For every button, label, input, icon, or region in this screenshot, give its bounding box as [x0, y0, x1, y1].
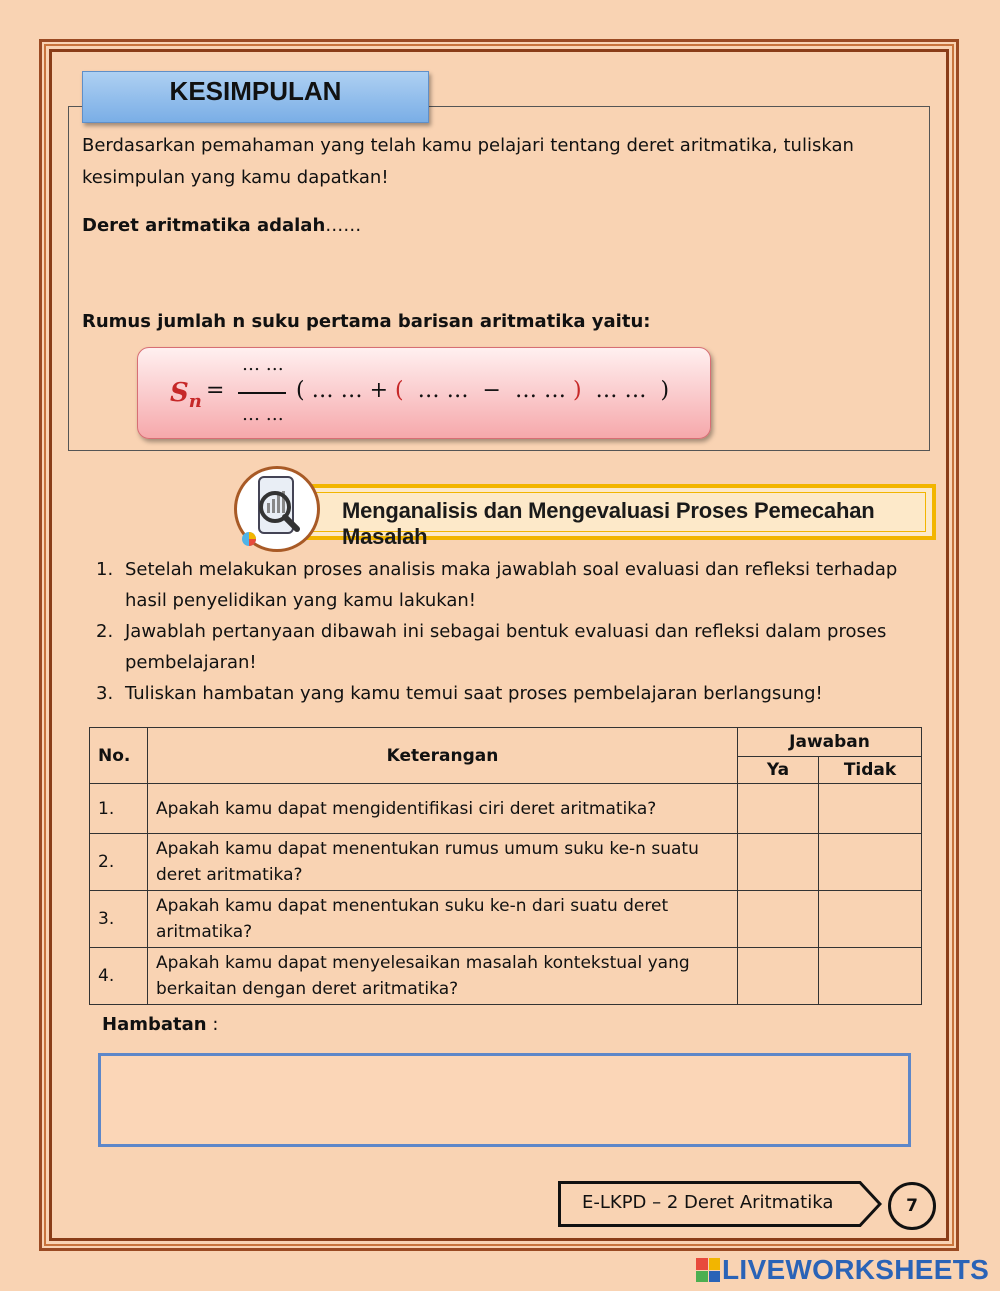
- list-item-number: 1.: [96, 559, 114, 580]
- answer-ya-cell[interactable]: [738, 834, 819, 891]
- formula-open[interactable]: ( … … +: [296, 378, 395, 403]
- formula-prompt: Rumus jumlah n suku pertama barisan aritmatika yaitu:: [82, 311, 651, 332]
- answer-tidak-cell[interactable]: [819, 834, 922, 891]
- page-number: 7: [888, 1182, 936, 1230]
- magnifier-icon: [234, 466, 320, 552]
- conclusion-instruction: Berdasarkan pemahaman yang telah kamu pelajari tentang deret aritmatika, tuliskan kesimpulan yang kamu dapatkan!: [82, 135, 854, 188]
- watermark-text: LIVEWORKSHEETS: [722, 1254, 990, 1285]
- row-question: Apakah kamu dapat menentukan suku ke-n dari suatu deret aritmatika?: [148, 891, 738, 948]
- evaluation-table: [89, 727, 922, 1005]
- answer-tidak-cell[interactable]: [819, 784, 922, 834]
- section-header-title: KESIMPULAN: [169, 76, 342, 106]
- answer-tidak-cell[interactable]: [819, 891, 922, 948]
- answer-ya-cell[interactable]: [738, 784, 819, 834]
- hambatan-answer-box[interactable]: [98, 1053, 911, 1147]
- answer-ya-cell[interactable]: [738, 948, 819, 1005]
- table-row: [90, 891, 922, 948]
- list-item-number: 2.: [96, 621, 114, 642]
- analysis-banner: [300, 484, 936, 549]
- table-row: [90, 948, 922, 1005]
- list-item: [96, 554, 906, 616]
- formula-red-close-paren: ): [572, 378, 582, 403]
- row-number: 4.: [90, 948, 148, 1005]
- formula-numerator-blank[interactable]: … …: [242, 354, 284, 375]
- row-question: Apakah kamu dapat menentukan rumus umum suku ke-n suatu deret aritmatika?: [148, 834, 738, 891]
- fraction-bar: [238, 392, 286, 394]
- answer-tidak-cell[interactable]: [819, 948, 922, 1005]
- list-item-text: Tuliskan hambatan yang kamu temui saat proses pembelajaran berlangsung!: [125, 683, 823, 704]
- footer-title: E-LKPD – 2 Deret Aritmatika: [582, 1192, 834, 1213]
- deret-definition-prompt: [82, 210, 361, 242]
- header-no: No.: [90, 728, 148, 784]
- table-header-row: [90, 728, 922, 757]
- analysis-banner-title: Menganalisis dan Mengevaluasi Proses Pemecahan Masalah: [342, 498, 875, 549]
- section-header-kesimpulan: [82, 71, 429, 123]
- deret-label: Deret aritmatika adalah: [82, 215, 326, 236]
- hambatan-label-text: Hambatan: [102, 1014, 207, 1035]
- list-item-text: Setelah melakukan proses analisis maka jawablah soal evaluasi dan refleksi terhadap hasil penyelidikan yang kamu lakukan!: [125, 559, 898, 611]
- formula-middle[interactable]: … … − … …: [403, 378, 573, 403]
- answer-ya-cell[interactable]: [738, 891, 819, 948]
- liveworksheets-logo-icon: [696, 1258, 720, 1282]
- formula-red-open-paren: (: [395, 378, 404, 403]
- list-item-text: Jawablah pertanyaan dibawah ini sebagai bentuk evaluasi dan refleksi dalam proses pembelajaran!: [125, 621, 887, 673]
- formula-denominator-blank[interactable]: … …: [242, 404, 284, 425]
- row-number: 3.: [90, 891, 148, 948]
- header-ya: Ya: [738, 757, 819, 784]
- formula-box: [137, 347, 711, 439]
- header-keterangan: Keterangan: [148, 728, 738, 784]
- row-question: Apakah kamu dapat mengidentifikasi ciri deret aritmatika?: [148, 784, 738, 834]
- hambatan-colon: :: [212, 1014, 219, 1035]
- liveworksheets-watermark[interactable]: [696, 1254, 989, 1286]
- row-number: 1.: [90, 784, 148, 834]
- header-jawaban: Jawaban: [738, 728, 922, 757]
- formula-equals: =: [206, 378, 225, 403]
- formula-expression: [296, 378, 669, 403]
- deret-dots: ……: [325, 215, 362, 236]
- formula-s: S: [170, 378, 189, 408]
- row-question: Apakah kamu dapat menyelesaikan masalah kontekstual yang berkaitan dengan deret aritmatika?: [148, 948, 738, 1005]
- hambatan-label: [102, 1014, 218, 1035]
- table-row: [90, 834, 922, 891]
- formula-close[interactable]: … … ): [581, 378, 670, 403]
- table-row: [90, 784, 922, 834]
- list-item: [96, 678, 906, 709]
- magnifier-icon-svg: [237, 469, 317, 549]
- list-item-number: 3.: [96, 683, 114, 704]
- list-item: [96, 616, 906, 678]
- row-number: 2.: [90, 834, 148, 891]
- formula-sn: [170, 378, 202, 412]
- header-tidak: Tidak: [819, 757, 922, 784]
- instruction-list: [96, 554, 906, 709]
- formula-sub-n: n: [188, 391, 202, 413]
